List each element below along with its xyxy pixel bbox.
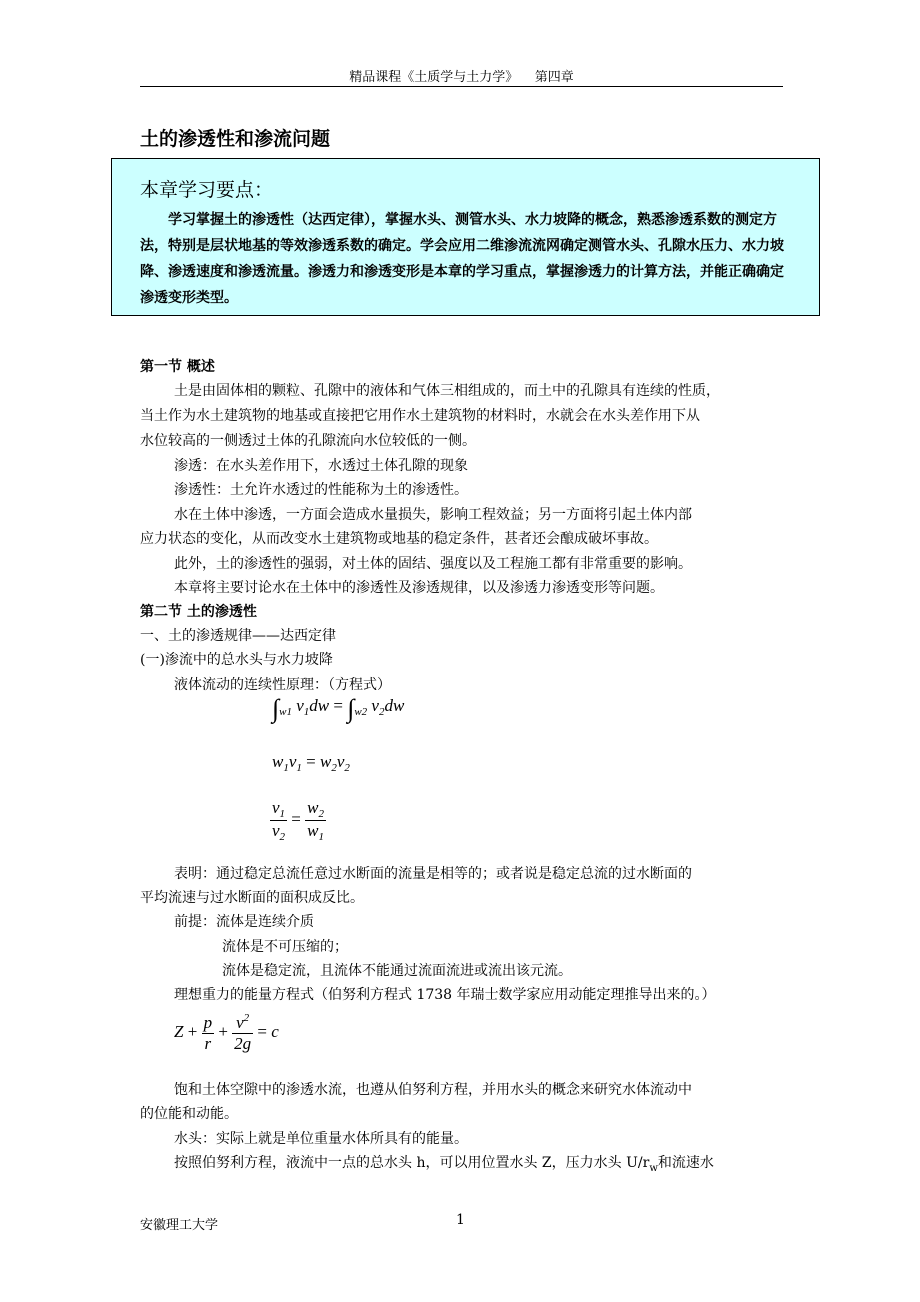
section-1-heading: 第一节 概述 xyxy=(140,359,215,375)
paragraph-line: 理想重力的能量方程式（伯努利方程式 1738 年瑞士数学家应用动能定理推导出来的。） xyxy=(174,987,716,1003)
paragraph-line: 渗透：在水头差作用下，水透过土体孔隙的现象 xyxy=(174,458,468,474)
paragraph-line: 液体流动的连续性原理：（方程式） xyxy=(174,677,391,693)
paragraph-line: 平均流速与过水断面的面积成反比。 xyxy=(140,890,364,906)
paragraph-line: 表明：通过稳定总流任意过水断面的流量是相等的；或者说是稳定总流的过水断面的 xyxy=(174,866,692,882)
paragraph-line: 流体是稳定流，且流体不能通过流面流进或流出该元流。 xyxy=(222,963,572,979)
key-points-text: 学习掌握土的渗透性（达西定律），掌握水头、测管水头、水力坡降的概念，熟悉渗透系数的测定方法，特别是层状地基的等效渗透系数的确定。学会应用二维渗流流网确定测管水头、孔隙水压力、水力坡降、渗透速度和渗透流量。渗透力和渗透变形是本章的学习重点，掌握渗透力的计算方法，并能正确确定渗透变形类型。 xyxy=(140,212,784,306)
continuity-integral-equation: $\int_{w1}$ $v_1dw = \int_{w2}$ $v_2dw$ xyxy=(272,694,405,723)
paragraph-line: 渗透性：土允许水透过的性能称为土的渗透性。 xyxy=(174,482,468,498)
paragraph-line: 按照伯努利方程，液流中一点的总水头 h，可以用位置水头 Z，压力水头 $U/r_w$和流速水 xyxy=(174,1155,714,1174)
section-2-heading: 第二节 土的渗透性 xyxy=(140,604,257,620)
subsection-heading: (一)渗流中的总水头与水力坡降 xyxy=(140,652,333,668)
paragraph-line: 此外，土的渗透性的强弱，对土体的固结、强度以及工程施工都有非常重要的影响。 xyxy=(174,556,692,572)
paragraph-line: 水在土体中渗透，一方面会造成水量损失，影响工程效益；另一方面将引起土体内部 xyxy=(174,507,692,523)
header-rule xyxy=(140,86,783,87)
bernoulli-equation: Z + $\frac{p}{r}$ + $\frac{v^2}{2g}$ = c xyxy=(174,1012,279,1053)
paragraph-line: 水位较高的一侧透过土体的孔隙流向水位较低的一侧。 xyxy=(140,433,476,449)
paragraph-line: 前提：流体是连续介质 xyxy=(174,914,314,930)
footer-institution: 安徽理工大学 xyxy=(140,1218,219,1233)
velocity-area-ratio-equation: $\frac{v_1}{v_2}$ = $\frac{w_2}{w_1}$ xyxy=(272,798,324,843)
key-points-box xyxy=(111,158,820,316)
paragraph-line: 本章将主要讨论水在土体中的渗透性及渗透规律，以及渗透力渗透变形等问题。 xyxy=(174,580,664,596)
running-header: 精品课程《土质学与土力学》 第四章 xyxy=(349,70,574,85)
integral-sign: ∫ xyxy=(347,694,355,723)
paragraph-line: 水头：实际上就是单位重量水体所具有的能量。 xyxy=(174,1131,468,1147)
continuity-product-equation: $w_1v_1 = w_2v_2$ xyxy=(272,752,350,774)
paragraph-line: 饱和土体空隙中的渗透水流，也遵从伯努利方程，并用水头的概念来研究水体流动中 xyxy=(174,1082,692,1098)
paragraph-line: 的位能和动能。 xyxy=(140,1106,238,1122)
key-points-title: 本章学习要点： xyxy=(140,179,274,201)
integral-sign: ∫ xyxy=(272,694,280,723)
chapter-title: 土的渗透性和渗流问题 xyxy=(140,128,331,150)
subsection-heading: 一、土的渗透规律——达西定律 xyxy=(140,628,336,644)
page-number: 1 xyxy=(456,1212,465,1228)
paragraph-line: 当土作为水土建筑物的地基或直接把它用作水土建筑物的材料时，水就会在水头差作用下从 xyxy=(140,408,700,424)
paragraph-line: 应力状态的变化，从而改变水土建筑物或地基的稳定条件，甚者还会酿成破坏事故。 xyxy=(140,531,658,547)
paragraph-line: 土是由固体相的颗粒、孔隙中的液体和气体三相组成的，而土中的孔隙具有连续的性质， xyxy=(174,383,720,399)
paragraph-line: 流体是不可压缩的； xyxy=(222,939,348,955)
